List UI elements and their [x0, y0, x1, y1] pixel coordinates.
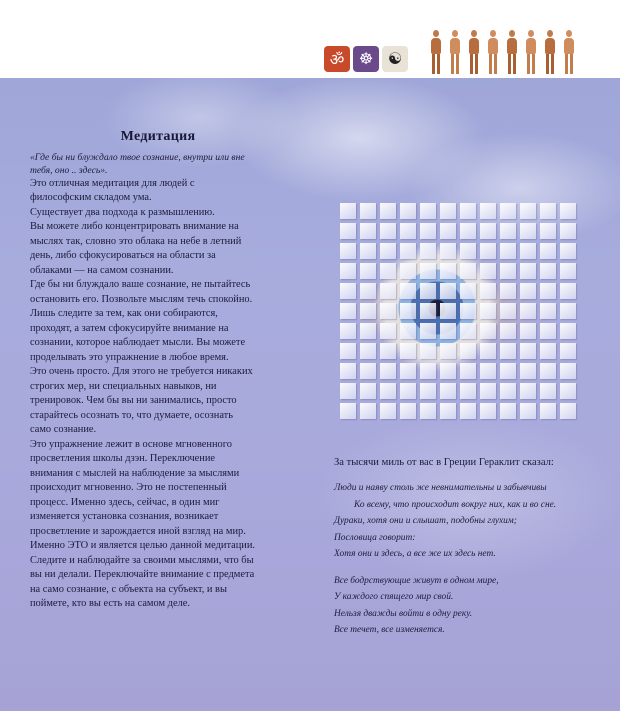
- top-banner: [0, 0, 620, 78]
- glass-tile-grid: [340, 203, 576, 419]
- glass-tile: [560, 363, 576, 379]
- quote-line: Хотя они и здесь, а все же их здесь нет.: [334, 549, 496, 559]
- glass-tile: [380, 243, 396, 259]
- glass-tile: [380, 223, 396, 239]
- glass-tile: [520, 243, 536, 259]
- glass-tile: [480, 383, 496, 399]
- article-paragraph: Это очень просто. Для этого не требуется никаких строгих мер, ни специальных навыков, ни тренировок. Чем бы вы ни занимались, просто старайтесь осознать то, что думаете, осознать само сознание.: [30, 366, 253, 435]
- glass-tile: [460, 303, 476, 319]
- glass-tile: [540, 243, 556, 259]
- glass-tile: [560, 283, 576, 299]
- glass-tile: [440, 343, 456, 359]
- glass-tile: [480, 263, 496, 279]
- glass-tile: [520, 363, 536, 379]
- human-figure-icon: [466, 30, 482, 74]
- quote-line: Все течет, все изменяется.: [334, 625, 445, 635]
- glass-tile: [360, 243, 376, 259]
- glass-tile: [460, 223, 476, 239]
- glass-tile: [360, 223, 376, 239]
- quote-line: Ко всему, что происходит вокруг них, как и во сне.: [354, 499, 557, 510]
- glass-tile: [440, 223, 456, 239]
- quote-line: Пословица говорит:: [334, 532, 416, 543]
- glass-tile: [560, 203, 576, 219]
- glass-tile: [460, 323, 476, 339]
- glass-tile: [540, 363, 556, 379]
- glass-tile: [360, 283, 376, 299]
- human-figure-icon: [542, 30, 558, 74]
- glass-tile: [440, 303, 456, 319]
- glass-tile: [480, 403, 496, 419]
- glass-tile: [560, 383, 576, 399]
- glass-tile: [420, 323, 436, 339]
- om-icon: ॐ: [324, 46, 350, 72]
- glass-tile: [500, 243, 516, 259]
- glass-tile: [460, 403, 476, 419]
- glass-tile: [440, 243, 456, 259]
- glass-tile: [480, 243, 496, 259]
- glass-tile: [360, 323, 376, 339]
- quote-line: У каждого спящего мир свой.: [334, 592, 454, 602]
- glass-tile: [360, 403, 376, 419]
- glass-tile: [400, 383, 416, 399]
- glass-tile: [440, 283, 456, 299]
- glass-tile: [520, 263, 536, 279]
- glass-tile: [380, 263, 396, 279]
- human-figure-icon: [561, 30, 577, 74]
- glass-tile: [540, 223, 556, 239]
- glass-tile: [500, 403, 516, 419]
- dharma-wheel-icon: ☸: [353, 46, 379, 72]
- glass-tile: [360, 383, 376, 399]
- human-figure-icon: [485, 30, 501, 74]
- glass-tile: [420, 223, 436, 239]
- glass-tile: [400, 203, 416, 219]
- article-paragraph: Где бы ни блуждало ваше сознание, не пытайтесь остановить его. Позвольте мыслям течь спокойно. Лишь следите за тем, как они собираются, проходят, а затем сфокусируйте внимание на сознании, которое наблюдает мысли. Вы можете проделывать это упражнение в любое время.: [30, 279, 253, 363]
- glass-tile: [540, 383, 556, 399]
- glass-tile: [480, 203, 496, 219]
- glass-tile: [560, 223, 576, 239]
- glass-tile: [440, 383, 456, 399]
- article-epigraph: «Где бы ни блуждало твое сознание, внутри или вне тебя, оно .. здесь».: [30, 151, 245, 176]
- glass-tile: [520, 223, 536, 239]
- glass-tile: [400, 283, 416, 299]
- glass-tile: [340, 363, 356, 379]
- glass-tile: [420, 283, 436, 299]
- glass-tile: [560, 243, 576, 259]
- glass-tile: [540, 303, 556, 319]
- glass-tile: [440, 403, 456, 419]
- human-figure-icon: [428, 30, 444, 74]
- human-figure-icon: [447, 30, 463, 74]
- glass-tile: [440, 263, 456, 279]
- glass-tile: [340, 243, 356, 259]
- page-content: [0, 78, 620, 711]
- quote-line: Люди и наяву столь же невнимательны и забывчивы: [334, 483, 547, 493]
- glass-tile: [360, 263, 376, 279]
- glass-tile: [380, 303, 396, 319]
- glass-tile: [500, 203, 516, 219]
- glass-tile: [560, 263, 576, 279]
- human-figures-strip: [428, 30, 577, 74]
- glass-tile: [520, 403, 536, 419]
- glass-tile: [500, 303, 516, 319]
- glass-tile: [400, 263, 416, 279]
- glass-tile: [340, 383, 356, 399]
- glass-tile: [340, 303, 356, 319]
- glass-tile: [420, 343, 436, 359]
- article-title: Медитация: [120, 129, 196, 144]
- article-paragraph: Это упражнение лежит в основе мгновенного просветления школы дзэн. Переключение внимания с мыслей на наблюдение за мыслями происходит мгновенно. Это не постепенный процесс. Именно здесь, сейчас, в один миг изменяется установка сознания, возникает просветление и зарождается иной взгляд на мир. Именно ЭТО и является целью данной медитации. Следите и наблюдайте за своими мыслями, что бы вы ни делали. Переключайте внимание с предмета на само сознание, с объекта на субъект, и вы поймете, кто вы есть на самом деле.: [30, 438, 256, 609]
- glass-tile: [340, 283, 356, 299]
- human-figure-icon: [523, 30, 539, 74]
- glass-tile: [500, 283, 516, 299]
- glass-tile: [460, 243, 476, 259]
- article-paragraph: Вы можете либо концентрировать внимание на мыслях так, словно это облака на небе в летний день, либо сфокусироваться на области за облаками — на самом сознании.: [30, 221, 242, 276]
- glass-tile: [420, 383, 436, 399]
- glass-tile: [380, 343, 396, 359]
- quote-block-1: [334, 480, 604, 563]
- glass-tile: [340, 263, 356, 279]
- glass-tile: [520, 383, 536, 399]
- glass-tile: [420, 363, 436, 379]
- glass-tile: [420, 263, 436, 279]
- glass-tile: [340, 223, 356, 239]
- glass-tile: [400, 243, 416, 259]
- glass-tile: [540, 263, 556, 279]
- article-column: [30, 130, 256, 612]
- glass-tile: [480, 223, 496, 239]
- glass-tile: [400, 223, 416, 239]
- glass-tile: [420, 243, 436, 259]
- glass-tile: [400, 323, 416, 339]
- glass-tile: [380, 283, 396, 299]
- quote-line: Дураки, хотя они и слышат, подобны глухим;: [334, 516, 517, 526]
- glass-tile: [400, 303, 416, 319]
- glass-tile: [560, 343, 576, 359]
- glass-tile: [460, 363, 476, 379]
- article-paragraph: Это отличная медитация для людей с философским складом ума.: [30, 177, 195, 203]
- glass-tile: [520, 323, 536, 339]
- glass-tile: [400, 343, 416, 359]
- glass-tile: [500, 343, 516, 359]
- glass-tile: [440, 363, 456, 379]
- glass-tile: [540, 203, 556, 219]
- glass-tile: [420, 203, 436, 219]
- glass-tile: [460, 203, 476, 219]
- glass-tile: [460, 383, 476, 399]
- glass-tile: [380, 203, 396, 219]
- glass-tile: [360, 363, 376, 379]
- yin-yang-icon: ☯: [382, 46, 408, 72]
- article-paragraph: Существует два подхода к размышлению.: [30, 206, 215, 218]
- glass-tile: [500, 383, 516, 399]
- glass-tile: [480, 323, 496, 339]
- glass-tile: [340, 343, 356, 359]
- glass-tile: [480, 363, 496, 379]
- glass-tile: [360, 203, 376, 219]
- glass-tile: [480, 343, 496, 359]
- glass-tile: [420, 403, 436, 419]
- glass-tile: [540, 323, 556, 339]
- glass-tile: [500, 323, 516, 339]
- glass-tile: [460, 263, 476, 279]
- glass-tile: [540, 283, 556, 299]
- glass-tile: [540, 343, 556, 359]
- glass-tile: [540, 403, 556, 419]
- glass-tile: [420, 303, 436, 319]
- symbol-strip: [324, 46, 408, 72]
- glass-tile: [520, 303, 536, 319]
- quote-intro: За тысячи миль от вас в Греции Гераклит сказал:: [334, 457, 554, 468]
- glass-tile: [560, 323, 576, 339]
- glass-tile: [360, 343, 376, 359]
- eye-mosaic-image: [340, 203, 590, 431]
- glass-tile: [340, 323, 356, 339]
- glass-tile: [560, 303, 576, 319]
- quote-block-2: [334, 573, 604, 639]
- glass-tile: [460, 283, 476, 299]
- glass-tile: [360, 303, 376, 319]
- glass-tile: [380, 323, 396, 339]
- quote-line: Нельзя дважды войти в одну реку.: [334, 608, 473, 619]
- glass-tile: [480, 303, 496, 319]
- glass-tile: [520, 283, 536, 299]
- glass-tile: [440, 323, 456, 339]
- heraclitus-quote: [334, 456, 604, 639]
- glass-tile: [520, 203, 536, 219]
- glass-tile: [500, 363, 516, 379]
- glass-tile: [560, 403, 576, 419]
- glass-tile: [520, 343, 536, 359]
- glass-tile: [480, 283, 496, 299]
- glass-tile: [380, 363, 396, 379]
- quote-line: Все бодрствующие живут в одном мире,: [334, 575, 499, 586]
- glass-tile: [340, 403, 356, 419]
- glass-tile: [440, 203, 456, 219]
- glass-tile: [400, 403, 416, 419]
- glass-tile: [460, 343, 476, 359]
- glass-tile: [500, 263, 516, 279]
- glass-tile: [500, 223, 516, 239]
- glass-tile: [400, 363, 416, 379]
- human-figure-icon: [504, 30, 520, 74]
- glass-tile: [380, 403, 396, 419]
- glass-tile: [380, 383, 396, 399]
- glass-tile: [340, 203, 356, 219]
